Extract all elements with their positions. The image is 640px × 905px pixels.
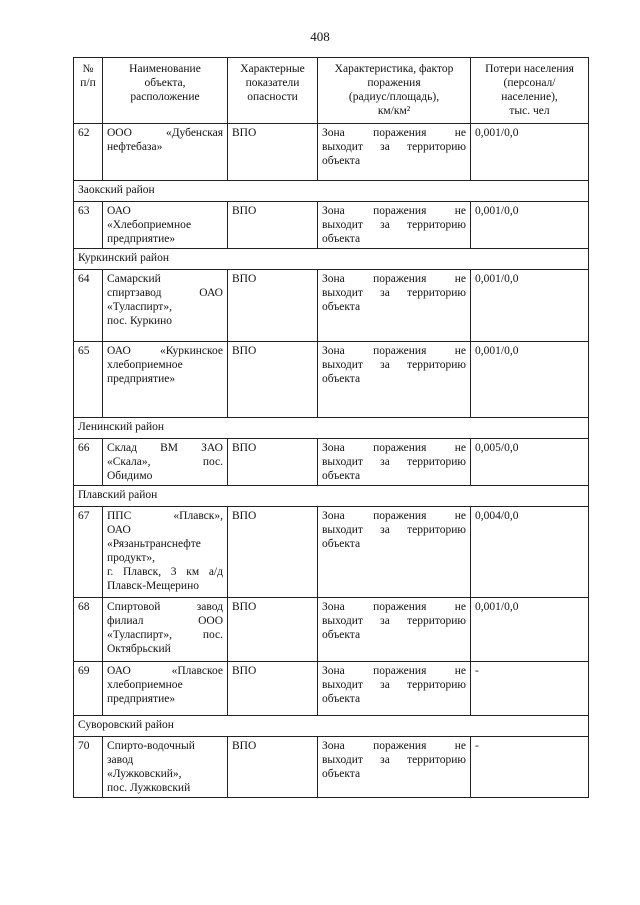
text-line — [322, 344, 466, 358]
word: выходит — [322, 141, 363, 153]
text-line: население), — [501, 91, 558, 103]
table-body — [74, 124, 589, 798]
object-name — [103, 124, 228, 181]
text-line: (персонал/ — [503, 77, 556, 89]
word: за — [380, 524, 390, 536]
text-line: объекта — [322, 373, 361, 385]
text-line — [107, 455, 223, 469]
hazard-characteristic — [318, 270, 471, 342]
word: за — [380, 359, 390, 371]
word: не — [454, 273, 466, 285]
text-line — [107, 441, 223, 455]
table-row — [74, 270, 589, 342]
word: выходит — [322, 679, 363, 691]
text-line: нефтебаза» — [107, 141, 163, 153]
text-line: Спирто-водочный — [107, 740, 195, 752]
text-line: опасности — [247, 91, 298, 103]
row-number: 70 — [74, 737, 103, 798]
text-line: п/п — [80, 77, 96, 89]
word: за — [380, 679, 390, 691]
word: Зона — [322, 345, 345, 357]
table-row — [74, 507, 589, 598]
row-number: 62 — [74, 124, 103, 181]
word: спиртзавод — [107, 287, 162, 299]
hazard-characteristic — [318, 342, 471, 418]
word: завод — [196, 601, 223, 613]
object-name — [103, 737, 228, 798]
word: «Плавское — [171, 665, 223, 677]
word: территорию — [407, 219, 466, 231]
text-line: расположение — [130, 91, 200, 103]
text-line — [322, 286, 466, 300]
word: Зона — [322, 273, 345, 285]
hazard-characteristic — [318, 202, 471, 249]
word: выходит — [322, 287, 363, 299]
text-line: хлебоприемное — [107, 359, 183, 371]
word: за — [380, 615, 390, 627]
word: выходит — [322, 456, 363, 468]
district-row — [74, 249, 589, 270]
text-line: Наименование — [129, 63, 201, 75]
word: не — [454, 740, 466, 752]
text-line — [322, 664, 466, 678]
row-number: 68 — [74, 598, 103, 662]
text-line — [322, 140, 466, 154]
text-line — [322, 600, 466, 614]
word: поражения — [373, 510, 427, 522]
text-line: № — [82, 63, 94, 75]
page-number: 408 — [310, 29, 330, 44]
text-line: хлебоприемное — [107, 679, 183, 691]
text-line: Обидимо — [107, 470, 153, 482]
word: «Плавск», — [173, 510, 223, 522]
hazard-indicator: ВПО — [228, 270, 318, 342]
text-line — [322, 204, 466, 218]
population-losses: 0,001/0,0 — [471, 342, 589, 418]
word: пос. — [202, 629, 223, 641]
text-line — [107, 664, 223, 678]
word: 3 — [170, 566, 177, 578]
district-label: Куркинский район — [74, 249, 589, 270]
text-line: объекта — [322, 538, 361, 550]
text-line: показатели — [245, 77, 300, 89]
text-line — [107, 565, 223, 579]
word: выходит — [322, 524, 363, 536]
word: ООО — [198, 615, 223, 627]
table-row — [74, 737, 589, 798]
object-name — [103, 202, 228, 249]
word: Зона — [322, 510, 345, 522]
text-line — [322, 441, 466, 455]
text-line — [107, 600, 223, 614]
word: поражения — [373, 345, 427, 357]
hazard-indicator: ВПО — [228, 662, 318, 716]
text-line — [322, 678, 466, 692]
text-line: ОАО — [107, 205, 131, 217]
text-line: завод — [107, 754, 134, 766]
word: территорию — [407, 754, 466, 766]
text-line: «Тулаcпирт», — [107, 301, 172, 313]
text-line: ОАО — [107, 524, 131, 536]
district-row — [74, 716, 589, 737]
text-line — [322, 509, 466, 523]
text-line — [107, 614, 223, 628]
hazard-indicator: ВПО — [228, 124, 318, 181]
word: не — [454, 442, 466, 454]
word: г. — [107, 566, 114, 578]
word: поражения — [373, 601, 427, 613]
hazard-characteristic — [318, 439, 471, 486]
word: ВМ — [160, 442, 179, 454]
text-line — [322, 753, 466, 767]
word: филиал — [107, 615, 144, 627]
word: ОАО — [107, 665, 131, 677]
text-line: Плавск-Мещерино — [107, 580, 199, 592]
text-line: «Лужковский», — [107, 768, 182, 780]
text-line — [322, 739, 466, 753]
word: ППС — [107, 510, 132, 522]
population-losses: - — [471, 662, 589, 716]
word: «Куркинское — [159, 345, 223, 357]
text-line — [322, 455, 466, 469]
population-losses: - — [471, 737, 589, 798]
word: за — [380, 754, 390, 766]
hazard-indicator: ВПО — [228, 507, 318, 598]
word: Зона — [322, 442, 345, 454]
population-losses: 0,001/0,0 — [471, 270, 589, 342]
word: за — [380, 287, 390, 299]
row-number: 64 — [74, 270, 103, 342]
text-line: «Хлебоприемное — [107, 219, 192, 231]
word: Склад — [107, 442, 137, 454]
hazard-characteristic — [318, 124, 471, 181]
text-line — [107, 286, 223, 300]
table-row — [74, 662, 589, 716]
word: поражения — [373, 740, 427, 752]
district-label: Суворовский район — [74, 716, 589, 737]
text-line — [322, 523, 466, 537]
population-losses: 0,005/0,0 — [471, 439, 589, 486]
text-line: км/км² — [377, 105, 411, 117]
row-number: 69 — [74, 662, 103, 716]
object-name — [103, 662, 228, 716]
word: поражения — [373, 127, 427, 139]
table-row — [74, 598, 589, 662]
text-line: Самарский — [107, 273, 161, 285]
word: не — [454, 510, 466, 522]
text-line: объекта — [322, 233, 361, 245]
hazard-objects-table — [73, 57, 589, 798]
text-line: объекта — [322, 301, 361, 313]
word: «Тулаcпирт», — [107, 629, 172, 641]
word: ОАО — [107, 345, 131, 357]
text-line: Октябрьский — [107, 643, 171, 655]
word: за — [380, 219, 390, 231]
hazard-characteristic — [318, 507, 471, 598]
table-header-row — [74, 58, 589, 124]
text-line: объекта — [322, 470, 361, 482]
text-line: тыс. чел — [509, 105, 550, 117]
text-line — [322, 126, 466, 140]
text-line: объекта — [322, 768, 361, 780]
word: территорию — [407, 141, 466, 153]
word: территорию — [407, 615, 466, 627]
word: территорию — [407, 456, 466, 468]
word: Зона — [322, 665, 345, 677]
word: «Скала», — [107, 456, 151, 468]
text-line — [322, 218, 466, 232]
word: поражения — [373, 665, 427, 677]
header-indicators — [228, 58, 318, 124]
word: не — [454, 345, 466, 357]
text-line: предприятие» — [107, 233, 176, 245]
text-line — [107, 509, 223, 523]
text-line: объекта — [322, 693, 361, 705]
district-label: Заокский район — [74, 181, 589, 202]
word: пос. — [202, 456, 223, 468]
text-line: предприятие» — [107, 693, 176, 705]
row-number: 67 — [74, 507, 103, 598]
population-losses: 0,001/0,0 — [471, 202, 589, 249]
word: Зона — [322, 601, 345, 613]
word: не — [454, 601, 466, 613]
word: Зона — [322, 127, 345, 139]
text-line — [107, 126, 223, 140]
text-line — [322, 272, 466, 286]
text-line: объекта — [322, 155, 361, 167]
word: а/д — [208, 566, 223, 578]
word: Спиртовой — [107, 601, 161, 613]
district-row — [74, 181, 589, 202]
header-name — [103, 58, 228, 124]
text-line: (радиус/площадь), — [348, 91, 440, 103]
word: поражения — [373, 273, 427, 285]
word: поражения — [373, 205, 427, 217]
text-line: пос. Куркино — [107, 315, 172, 327]
word: за — [380, 456, 390, 468]
text-line: продукт», — [107, 552, 156, 564]
word: «Дубенская — [165, 127, 223, 139]
word: территорию — [407, 359, 466, 371]
text-line: «Рязаньтранснефте — [107, 538, 201, 550]
district-row — [74, 418, 589, 439]
text-line: предприятие» — [107, 373, 176, 385]
table-row — [74, 202, 589, 249]
row-number: 65 — [74, 342, 103, 418]
word: территорию — [407, 287, 466, 299]
hazard-indicator: ВПО — [228, 598, 318, 662]
object-name — [103, 342, 228, 418]
hazard-indicator: ВПО — [228, 737, 318, 798]
word: ООО — [107, 127, 132, 139]
district-label: Ленинский район — [74, 418, 589, 439]
hazard-characteristic — [318, 737, 471, 798]
hazard-characteristic — [318, 662, 471, 716]
table-row — [74, 124, 589, 181]
word: ОАО — [199, 287, 223, 299]
word: поражения — [373, 442, 427, 454]
text-line — [322, 358, 466, 372]
text-line — [107, 628, 223, 642]
table-row — [74, 439, 589, 486]
word: территорию — [407, 524, 466, 536]
district-label: Плавский район — [74, 486, 589, 507]
word: за — [380, 141, 390, 153]
text-line: Потери населения — [485, 63, 574, 75]
hazard-indicator: ВПО — [228, 439, 318, 486]
text-line: объекта, — [144, 77, 186, 89]
word: ЗАО — [201, 442, 223, 454]
word: выходит — [322, 754, 363, 766]
text-line — [322, 614, 466, 628]
header-losses — [471, 58, 589, 124]
row-number: 63 — [74, 202, 103, 249]
text-line: Характеристика, фактор — [334, 63, 454, 75]
word: выходит — [322, 219, 363, 231]
object-name — [103, 507, 228, 598]
text-line: объекта — [322, 629, 361, 641]
header-characteristic — [318, 58, 471, 124]
word: выходит — [322, 359, 363, 371]
word: не — [454, 127, 466, 139]
hazard-indicator: ВПО — [228, 202, 318, 249]
word: км — [186, 566, 200, 578]
population-losses: 0,001/0,0 — [471, 124, 589, 181]
header-num — [74, 58, 103, 124]
word: не — [454, 205, 466, 217]
text-line: поражения — [367, 77, 421, 89]
word: Зона — [322, 740, 345, 752]
population-losses: 0,001/0,0 — [471, 598, 589, 662]
object-name — [103, 598, 228, 662]
object-name — [103, 270, 228, 342]
object-name — [103, 439, 228, 486]
hazard-characteristic — [318, 598, 471, 662]
word: не — [454, 665, 466, 677]
word: Зона — [322, 205, 345, 217]
district-row — [74, 486, 589, 507]
text-line: Характерные — [240, 63, 305, 75]
word: территорию — [407, 679, 466, 691]
hazard-indicator: ВПО — [228, 342, 318, 418]
table-row — [74, 342, 589, 418]
row-number: 66 — [74, 439, 103, 486]
text-line: пос. Лужковский — [107, 782, 191, 794]
text-line — [107, 344, 223, 358]
population-losses: 0,004/0,0 — [471, 507, 589, 598]
word: выходит — [322, 615, 363, 627]
word: Плавск, — [123, 566, 162, 578]
